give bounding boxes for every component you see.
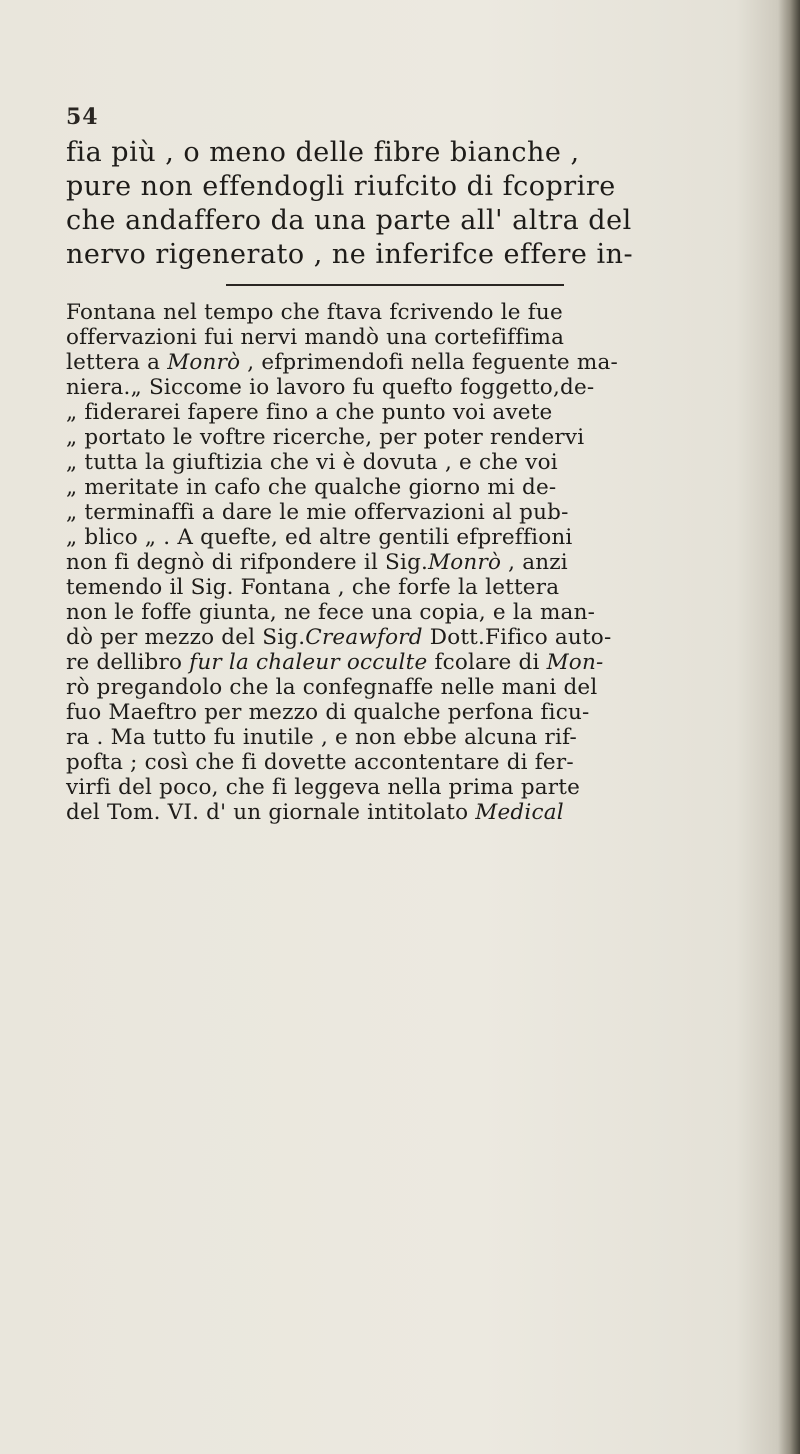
footnote-text: del Tom. VI. d' un giornale intitolato: [66, 800, 476, 825]
footnote-divider: [226, 284, 564, 286]
page-gutter-shadow: [778, 0, 800, 1454]
footnote-text: Dott.Fifico auto-: [422, 625, 612, 650]
body-line: nervo rigenerato , ne inferifce effere in-: [66, 239, 634, 270]
footnote-line: [66, 625, 766, 650]
footnote-line: ra . Ma tutto fu inutile , e non ebbe alcuna rif-: [66, 725, 577, 750]
footnote-italic-name: Monrò: [428, 550, 502, 575]
footnote-line: [66, 800, 766, 825]
footnote-text: , anzi: [501, 550, 568, 575]
main-text: [66, 136, 756, 272]
page-number: 54: [66, 104, 99, 130]
body-line: pure non effendogli riufcito di fcoprire: [66, 171, 616, 202]
footnote-text: , efprimendofi nella feguente ma-: [240, 350, 618, 375]
footnote-line: „ portato le voftre ricerche, per poter rendervi: [66, 425, 585, 450]
footnote-line: [66, 350, 766, 375]
footnote-text: re dellibro: [66, 650, 190, 675]
footnote-text: dò per mezzo del Sig.: [66, 625, 306, 650]
footnote-line: temendo il Sig. Fontana , che forfe la lettera: [66, 575, 560, 600]
footnote-line: „ meritate in cafo che qualche giorno mi de-: [66, 475, 557, 500]
footnote-line: fuo Maeftro per mezzo di qualche perfona ficu-: [66, 700, 590, 725]
footnote-italic-title: Medical: [475, 800, 564, 825]
footnote-line: „ tutta la giuftizia che vi è dovuta , e che voi: [66, 450, 558, 475]
footnote-text: non fi degnò di rifpondere il Sig.: [66, 550, 429, 575]
footnote-line: „ blico „ . A quefte, ed altre gentili efpreffioni: [66, 525, 573, 550]
footnote-line: niera.„ Siccome io lavoro fu quefto foggetto,de-: [66, 375, 595, 400]
footnote-line: „ fiderarei fapere fino a che punto voi avete: [66, 400, 553, 425]
footnote-line: „ terminaffi a dare le mie offervazioni al pub-: [66, 500, 569, 525]
footnote-italic-name: Mon-: [546, 650, 604, 675]
footnote-line: Fontana nel tempo che ftava fcrivendo le fue: [66, 300, 563, 325]
footnote-line: rò pregandolo che la confegnaffe nelle mani del: [66, 675, 598, 700]
footnote-italic-name: Creawford: [305, 625, 423, 650]
footnote-line: non le foffe giunta, ne fece una copia, e la man-: [66, 600, 596, 625]
footnote-line: offervazioni fui nervi mandò una cortefiffima: [66, 325, 565, 350]
footnote: [66, 300, 766, 825]
footnote-line: virfi del poco, che fi leggeva nella prima parte: [66, 775, 581, 800]
footnote-line: [66, 650, 766, 675]
footnote-line: [66, 550, 766, 575]
footnote-line: pofta ; così che fi dovette accontentare di fer-: [66, 750, 574, 775]
footnote-text: fcolare di: [427, 650, 547, 675]
footnote-italic-title: fur la chaleur occulte: [189, 650, 428, 675]
footnote-text: lettera a: [66, 350, 168, 375]
body-line: che andaffero da una parte all' altra del: [66, 205, 632, 236]
body-line: fia più , o meno delle fibre bianche ,: [66, 137, 580, 168]
footnote-italic-name: Monrò: [167, 350, 241, 375]
